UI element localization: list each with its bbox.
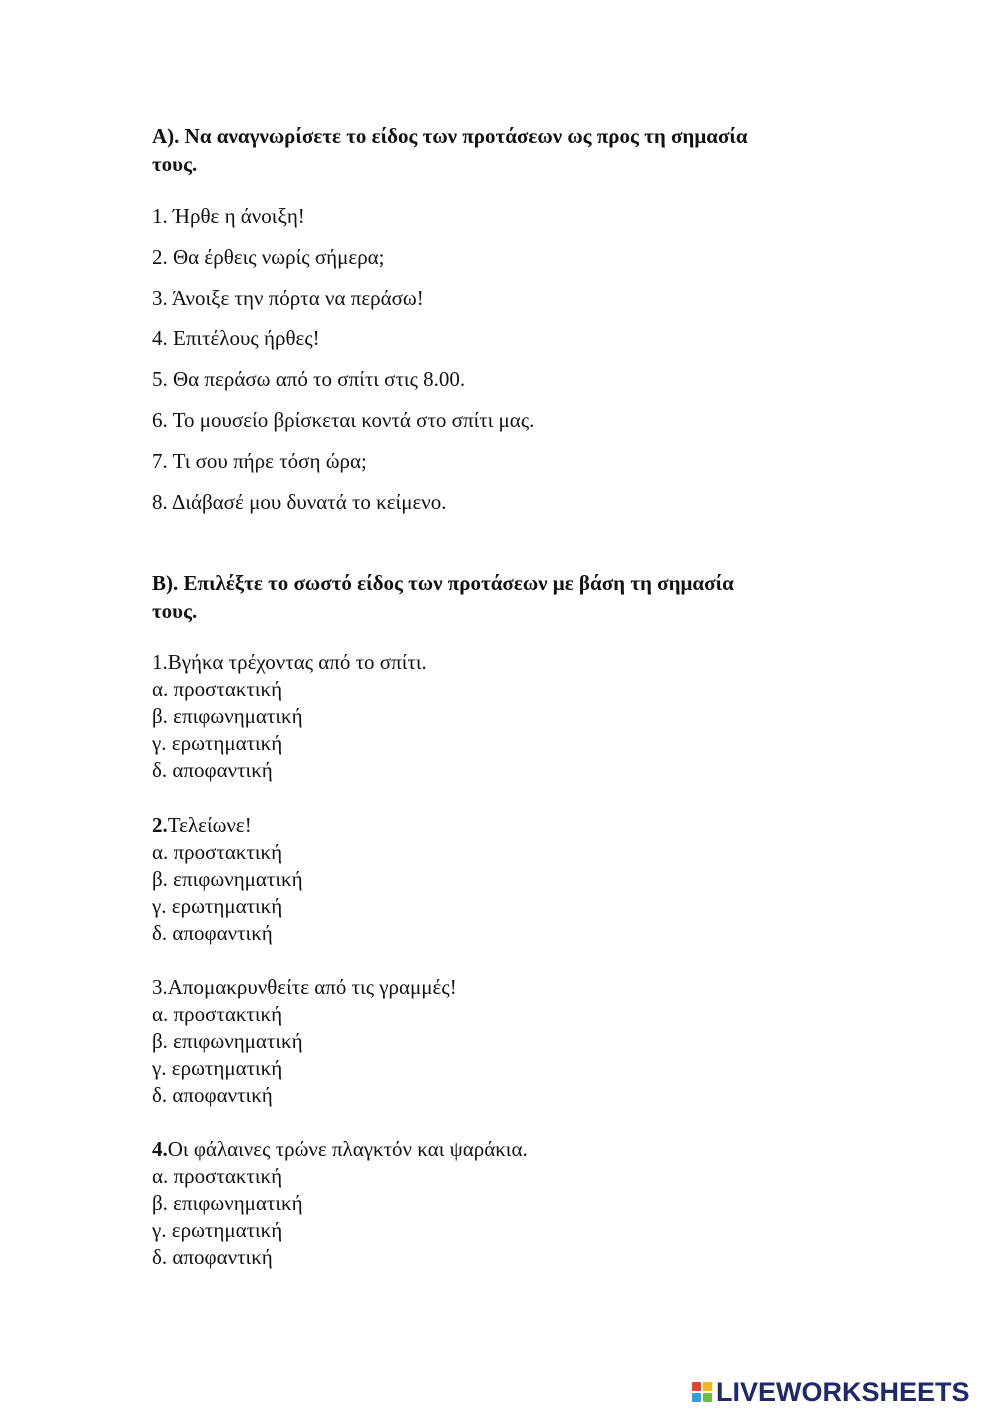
question-2-stem — [152, 812, 303, 839]
section-a-item-6: 6. Το μουσείο βρίσκεται κοντά στο σπίτι μας. — [152, 408, 535, 432]
section-b-heading — [152, 569, 842, 625]
section-b-heading-line2: τους. — [152, 599, 198, 623]
question-4-stem — [152, 1136, 528, 1163]
section-a-heading-line2: τους. — [152, 152, 198, 176]
section-a-item-2: 2. Θα έρθεις νωρίς σήμερα; — [152, 245, 385, 269]
question-2-option-a[interactable]: α. προστακτική — [152, 840, 283, 864]
question-3-stem — [152, 974, 457, 1001]
question-2 — [152, 812, 303, 947]
section-a-item-3: 3. Άνοιξε την πόρτα να περάσω! — [152, 286, 424, 310]
question-4 — [152, 1136, 528, 1271]
question-4-text: Οι φάλαινες τρώνε πλαγκτόν και ψαράκια. — [167, 1137, 528, 1161]
question-1-text: Βγήκα τρέχοντας από το σπίτι. — [167, 650, 427, 674]
question-3-option-b[interactable]: β. επιφωνηματική — [152, 1029, 303, 1053]
question-4-option-d[interactable]: δ. αποφαντική — [152, 1245, 273, 1269]
section-a-item-1: 1. Ήρθε η άνοιξη! — [152, 204, 305, 228]
question-1-stem — [152, 649, 427, 676]
question-3-text: Απομακρυνθείτε από τις γραμμές! — [167, 975, 457, 999]
question-3-option-c[interactable]: γ. ερωτηματική — [152, 1056, 283, 1080]
question-3-number: 3. — [152, 975, 168, 999]
question-3-option-d[interactable]: δ. αποφαντική — [152, 1083, 273, 1107]
question-3 — [152, 974, 457, 1109]
section-a-item-5: 5. Θα περάσω από το σπίτι στις 8.00. — [152, 367, 466, 391]
question-4-option-a[interactable]: α. προστακτική — [152, 1164, 283, 1188]
question-2-option-c[interactable]: γ. ερωτηματική — [152, 894, 283, 918]
section-b-heading-line1: Β). Επιλέξτε το σωστό είδος των προτάσεων με βάση τη σημασία — [152, 571, 734, 595]
liveworksheets-logo-text: LIVEWORKSHEETS — [716, 1377, 970, 1407]
section-a-item-8: 8. Διάβασέ μου δυνατά το κείμενο. — [152, 490, 447, 514]
question-2-text: Τελείωνε! — [167, 813, 252, 837]
question-1-number: 1. — [152, 650, 168, 674]
question-1-option-c[interactable]: γ. ερωτηματική — [152, 731, 283, 755]
liveworksheets-logo-icon — [692, 1382, 712, 1402]
section-a-heading-line1: Α). Να αναγνωρίσετε το είδος των προτάσεων ως προς τη σημασία — [152, 124, 748, 148]
question-2-option-b[interactable]: β. επιφωνηματική — [152, 867, 303, 891]
question-4-number: 4. — [152, 1137, 168, 1161]
section-a-item-4: 4. Επιτέλους ήρθες! — [152, 326, 320, 350]
question-3-option-a[interactable]: α. προστακτική — [152, 1002, 283, 1026]
section-a-item-7: 7. Τι σου πήρε τόση ώρα; — [152, 449, 367, 473]
question-2-number: 2. — [152, 813, 168, 837]
question-1 — [152, 649, 427, 784]
question-1-option-b[interactable]: β. επιφωνηματική — [152, 704, 303, 728]
section-a-heading — [152, 122, 842, 178]
logo-square-blue — [692, 1393, 701, 1402]
question-2-option-d[interactable]: δ. αποφαντική — [152, 921, 273, 945]
question-4-option-b[interactable]: β. επιφωνηματική — [152, 1191, 303, 1215]
question-1-option-d[interactable]: δ. αποφαντική — [152, 758, 273, 782]
liveworksheets-logo — [692, 1377, 970, 1407]
question-1-option-a[interactable]: α. προστακτική — [152, 677, 283, 701]
logo-square-yellow — [703, 1382, 712, 1391]
logo-square-green — [703, 1393, 712, 1402]
logo-square-red — [692, 1382, 701, 1391]
question-4-option-c[interactable]: γ. ερωτηματική — [152, 1218, 283, 1242]
